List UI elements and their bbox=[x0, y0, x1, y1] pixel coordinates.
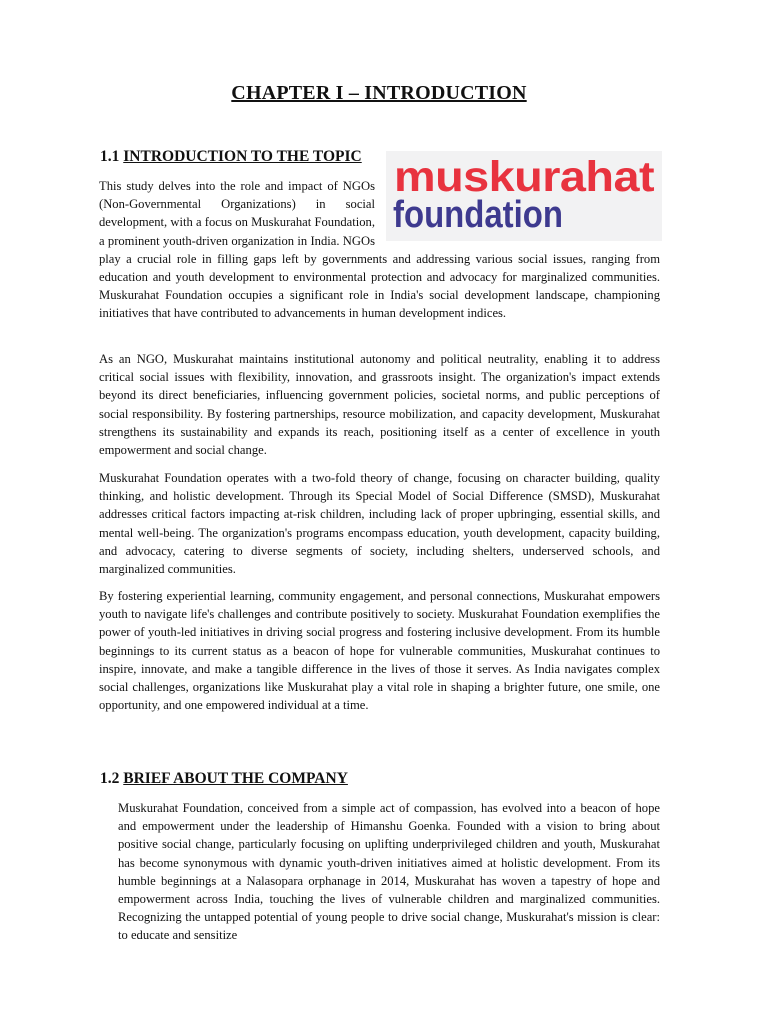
section-1-title: INTRODUCTION TO THE TOPIC bbox=[123, 148, 362, 165]
chapter-title: CHAPTER I – INTRODUCTION bbox=[231, 82, 527, 104]
paragraph: Muskurahat Foundation, conceived from a simple act of compassion, has evolved into a beacon of hope and empowerment under the leadership of Himanshu Goenka. Founded with a vision to bring about positive social change, particularly focusing on uplifting underprivileged children and youth, Muskurahat has become synonymous with dynamic youth-driven initiatives aimed at holistic development. From its humble beginnings at a Nalasopara orphanage in 2014, Muskurahat has woven a tapestry of hope and empowerment across India, touching the lives of vulnerable children and marginalized communities. Recognizing the untapped potential of young people to drive social change, Muskurahat's mission is clear: to educate and sensitize bbox=[118, 801, 660, 943]
section-2-heading bbox=[100, 770, 348, 788]
section-2-number: 1.2 bbox=[100, 770, 120, 787]
paragraph: By fostering experiential learning, community engagement, and personal connections, Muskurahat empowers youth to navigate life's challenges and contribute positively to society. Muskurahat Foundation exemplifies the power of youth-led initiatives in driving social progress and fostering inclusive development. From its humble beginnings to its current status as a beacon of hope for vulnerable communities, Muskurahat continues to inspire, innovate, and make a tangible difference in the lives of those it serves. As India navigates complex social challenges, organizations like Muskurahat play a vital role in shaping a brighter future, one smile, one opportunity, and one empowered individual at a time. bbox=[99, 589, 660, 713]
logo-line2: foundation bbox=[393, 194, 563, 236]
paragraph: As an NGO, Muskurahat maintains institutional autonomy and political neutrality, enabling it to address critical social issues with flexibility, innovation, and grassroots insight. The organization's impact extends beyond its direct beneficiaries, influencing government policies, societal norms, and public perceptions of social responsibility. By fostering partnerships, resource mobilization, and capacity development, Muskurahat strengthens its sustainability and expands its reach, positioning itself as a center of excellence in youth empowerment and social change. bbox=[99, 352, 660, 458]
section-1-number: 1.1 bbox=[100, 148, 120, 165]
section-1-heading bbox=[100, 148, 362, 166]
paragraph: This study delves into the role and impact of NGOs (Non-Governmental Organizations) in social development, with a focus on Muskurahat Foundation, a prominent youth-driven organization in India. NGOs play a crucial role in filling gaps left by governments and addressing various social issues, ranging from education and youth development to environmental protection and advocacy for marginalized communities. Muskurahat Foundation occupies a significant role in India's social development landscape, championing initiatives that have contributed to advancements in human development indices. bbox=[99, 179, 660, 321]
section-2-title: BRIEF ABOUT THE COMPANY bbox=[123, 770, 348, 787]
paragraph: Muskurahat Foundation operates with a two-fold theory of change, focusing on character building, quality thinking, and holistic development. Through its Special Model of Social Difference (SMSD), Muskurahat addresses critical factors impacting at-risk children, including lack of proper upbringing, essential skills, and mental well-being. The organization's programs encompass education, youth development, capacity building, and advocacy, catering to diverse segments of society, including shelters, underserved schools, and marginalized communities. bbox=[99, 471, 660, 577]
intro-paragraph-block bbox=[99, 177, 660, 323]
logo-line1: muskurahat bbox=[394, 153, 655, 201]
